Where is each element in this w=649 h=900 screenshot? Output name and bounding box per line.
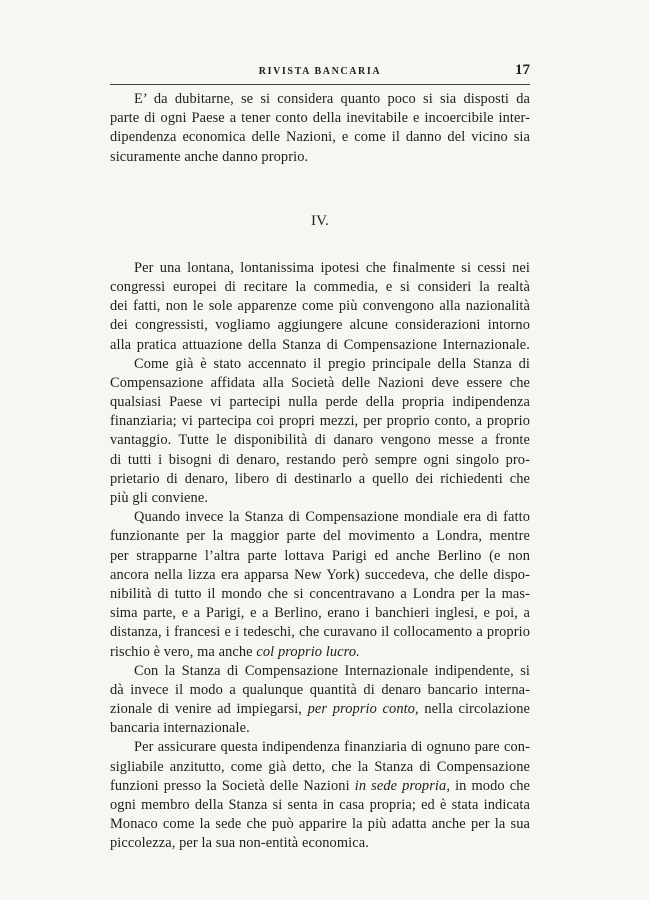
text-line: distanza, i francesi e i tedeschi, che curavano il collocamento a proprio	[110, 624, 530, 641]
italic-phrase: per proprio conto,	[307, 701, 419, 718]
italic-phrase: col proprio lucro.	[256, 643, 360, 660]
text-line: Quando invece la Stanza di Compensazione mondiale era di fatto	[134, 509, 530, 526]
text-line: Compensazione affidata alla Società delle Nazioni deve essere che	[110, 374, 530, 391]
text-line: dipendenza economica delle Nazioni, e come il danno del vicino sia	[110, 129, 530, 146]
text-line: vantaggio. Tutte le disponibilità di danaro vengono messe a fronte	[110, 432, 530, 449]
text-line: per strapparne l’altra parte lottava Parigi ed anche Berlino (e non	[110, 547, 530, 564]
text-line: bancaria internazionale.	[110, 720, 250, 737]
text-line: finanziaria; vi partecipa coi propri mezzi, per proprio conto, a proprio	[110, 413, 530, 430]
running-title: RIVISTA BANCARIA	[258, 66, 382, 77]
text-run: funzioni presso la Società delle Nazioni	[110, 777, 350, 794]
text-line: piccolezza, per la sua non-entità economica.	[110, 835, 369, 852]
text-line: nibilità di tutto il mondo che si concentravano a Londra per la mas-	[110, 585, 530, 602]
page-header	[110, 62, 530, 84]
text-line: Monaco come la sede che può apparire la più adatta anche per la sua	[110, 816, 530, 833]
paragraph	[110, 662, 530, 739]
header-rule	[110, 84, 530, 85]
paragraph	[110, 355, 530, 509]
italic-phrase: in sede propria,	[354, 777, 451, 794]
text-line: E’ da dubitarne, se si considera quanto poco si sia disposti da	[134, 91, 530, 107]
text-line: dei fatti, non le sole apparenze come più convengono alla nazionalità	[110, 298, 530, 315]
text-line: dei congressisti, vogliamo aggiungere alcune considerazioni intorno	[110, 317, 530, 334]
text-run: in modo che	[455, 777, 530, 794]
text-run: rischio è vero, ma anche	[110, 643, 253, 660]
text-line: congressi europei di recitare la commedia, e si consideri la realtà	[110, 278, 530, 295]
text-line: Come già è stato accennato il pregio principale della Stanza di	[134, 355, 530, 372]
text-line	[110, 643, 530, 662]
text-line	[110, 777, 530, 796]
text-run: nella circolazione	[424, 701, 530, 718]
text-line: sigliabile anzitutto, come già detto, che la Stanza di Compensazione	[110, 758, 530, 775]
text-line: Per una lontana, lontanissima ipotesi che finalmente si cessi nei	[134, 259, 530, 276]
text-line: Per assicurare questa indipendenza finanziaria di ognuno pare con-	[134, 739, 530, 756]
body-text	[110, 90, 530, 854]
text-line: alla pratica attuazione della Stanza di Compensazione Internazionale.	[110, 336, 530, 353]
text-line: ogni membro della Stanza si senta in casa propria; ed è stata indicata	[110, 797, 530, 813]
text-run: zionale di venire ad impiegarsi,	[110, 701, 302, 718]
text-line: più gli conviene.	[110, 490, 209, 506]
text-line: prietario di denaro, libero di destinarlo a quello dei richiedenti che	[110, 470, 530, 487]
text-line: di tutti i bisogni di denaro, restando però sempre ogni singolo pro-	[110, 451, 530, 468]
text-line: dà invece il modo a qualunque quantità di denaro bancario interna-	[110, 681, 530, 698]
text-line: Con la Stanza di Compensazione Internazionale indipendente, si	[134, 662, 530, 679]
paragraph	[110, 259, 530, 355]
text-line: qualsiasi Paese vi partecipi nulla perde della propria indipendenza	[110, 394, 530, 411]
text-line: funzionante per la maggior parte del movimento a Londra, mentre	[110, 528, 530, 545]
text-line: sicuramente anche danno proprio.	[110, 148, 309, 165]
section-heading: IV.	[311, 212, 329, 229]
paragraph	[110, 508, 530, 662]
text-line: ancora nella lizza era apparsa New York) succedeva, che delle dispo-	[110, 566, 530, 583]
page-number: 17	[515, 62, 530, 78]
text-line: parte di ogni Paese a tener conto della inevitabile e incoercibile inter-	[110, 110, 530, 127]
text-line: sima parte, e a Parigi, e a Berlino, erano i banchieri inglesi, e poi, a	[110, 605, 530, 622]
paragraph	[110, 738, 530, 853]
paragraph	[110, 90, 530, 167]
text-line	[110, 700, 530, 719]
